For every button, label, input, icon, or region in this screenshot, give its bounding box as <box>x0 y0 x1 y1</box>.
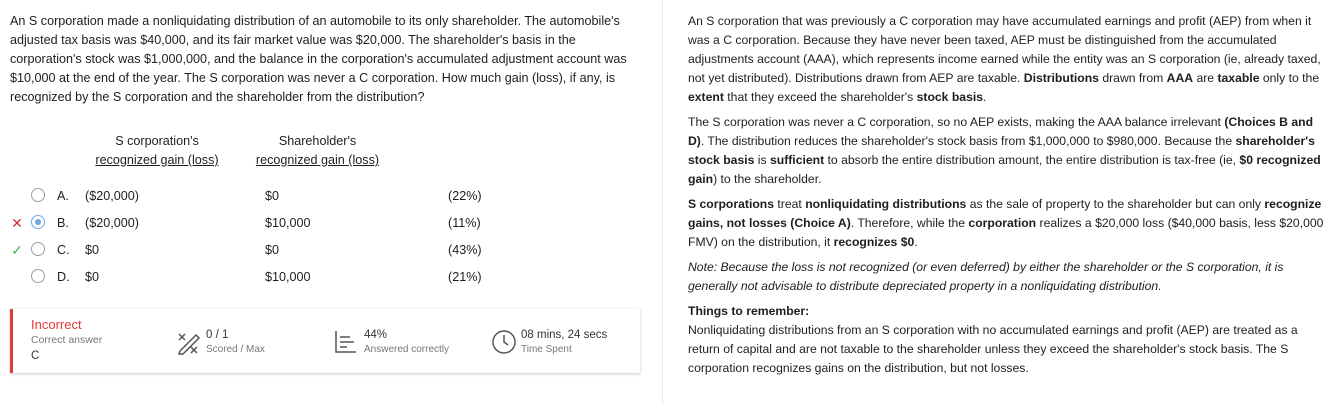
column-header-corporation-line1: S corporation's <box>115 134 199 148</box>
option-percent: (11%) <box>448 216 481 230</box>
score-label: Scored / Max <box>206 344 265 355</box>
option-corp-value: ($20,000) <box>85 189 139 203</box>
explanation-paragraph-2: The S corporation was never a C corporation, so no AEP exists, making the AAA balance irrelevant (Choices B and D). The distribution reduces the shareholder's stock basis from $1,000,000 to $980,000. Because the shareholder's stock basis is sufficient to absorb the entire distribution amount, the entire distribution is tax-free (ie, $0 recognized gain) to the shareholder. <box>688 115 1321 186</box>
explanation-paragraph-3: S corporations treat nonliquidating distributions as the sale of property to the shareholder but can only recognize gains, not losses (Choice A). Therefore, while the corporation realizes a $20,000 loss ($40,000 basis, less $20,000 FMV) on the distribution, it recognizes $0. <box>688 197 1324 249</box>
bar-list-icon <box>334 329 358 360</box>
answer-option-b[interactable] <box>0 213 520 235</box>
option-letter: C. <box>57 243 70 257</box>
result-panel <box>10 309 640 373</box>
incorrect-x-icon: ✕ <box>11 215 23 231</box>
things-to-remember-text: Nonliquidating distributions from an S corporation with no accumulated earnings and profit (AEP) are treated as a return of capital and are not taxable to the shareholder unless they exceed the shareholder's stock basis. The S corporation recognizes gains on the distribution, but not losses. <box>688 323 1298 375</box>
time-spent-value: 08 mins, 24 secs <box>521 329 608 341</box>
column-header-shareholder <box>250 132 385 170</box>
correct-check-icon: ✓ <box>11 242 23 258</box>
option-letter: A. <box>57 189 69 203</box>
column-header-corporation-line2: recognized gain (loss) <box>95 153 219 167</box>
option-shareholder-value: $10,000 <box>265 216 311 230</box>
option-corp-value: $0 <box>85 243 100 257</box>
percent-correct-label: Answered correctly <box>364 344 450 355</box>
option-percent: (22%) <box>448 189 482 203</box>
pencil-cross-icon <box>176 329 202 360</box>
option-percent: (43%) <box>448 243 482 257</box>
radio-button[interactable] <box>31 188 45 202</box>
option-percent: (21%) <box>448 270 482 284</box>
option-corp-value: $0 <box>85 270 100 284</box>
option-shareholder-value: $10,000 <box>265 270 311 284</box>
correct-answer-value: C <box>31 350 40 362</box>
answer-option-d[interactable] <box>0 267 520 289</box>
correct-answer-label: Correct answer <box>31 334 103 346</box>
percent-correct-value: 44% <box>364 329 388 341</box>
clock-icon <box>491 329 517 360</box>
time-spent-label: Time Spent <box>521 344 572 355</box>
option-letter: D. <box>57 270 70 284</box>
question-stem: An S corporation made a nonliquidating distribution of an automobile to its only shareholder. The automobile's adjusted tax basis was $40,000, and its fair market value was $20,000. The shareholder's basis in the corporation's stock was $1,000,000, and the balance in the corporation's accumulated adjustment account was $10,000 at the end of the year. The S corporation was never a C corporation. How much gain (loss), if any, is recognized by the S corporation and the shareholder from the distribution? <box>10 14 627 104</box>
radio-button[interactable] <box>31 269 45 283</box>
radio-button-selected[interactable] <box>31 215 45 229</box>
column-header-corporation <box>92 132 222 170</box>
answer-option-c[interactable] <box>0 240 520 262</box>
explanation-panel <box>688 12 1328 384</box>
radio-button[interactable] <box>31 242 45 256</box>
explanation-paragraph-1: An S corporation that was previously a C corporation may have accumulated earnings and profit (AEP) from when it was a C corporation. Because they have never been taxed, AEP must be distinguished from the accumulated adjustments account (AAA), which represents income earned while the entity was an S corporation (ie, already taxed, not yet distributed). Distributions drawn from AEP are taxable. Distributions drawn from AAA are taxable only to the extent that they exceed the shareholder's stock basis. <box>688 14 1321 104</box>
answer-option-a[interactable] <box>0 186 520 208</box>
result-status: Incorrect <box>31 317 82 332</box>
column-header-shareholder-line1: Shareholder's <box>278 134 357 148</box>
option-shareholder-value: $0 <box>265 189 280 203</box>
option-shareholder-value: $0 <box>265 243 280 257</box>
option-corp-value: ($20,000) <box>85 216 139 230</box>
column-header-shareholder-line2: recognized gain (loss) <box>255 153 380 167</box>
pane-divider <box>662 0 663 405</box>
option-letter: B. <box>57 216 69 230</box>
score-value: 0 / 1 <box>206 329 229 341</box>
things-to-remember-title: Things to remember: <box>688 304 810 318</box>
explanation-note: Note: Because the loss is not recognized (or even deferred) by either the shareholder or the S corporation, it is generally not advisable to distribute depreciated property in a nonliquidating distribution. <box>688 260 1284 293</box>
